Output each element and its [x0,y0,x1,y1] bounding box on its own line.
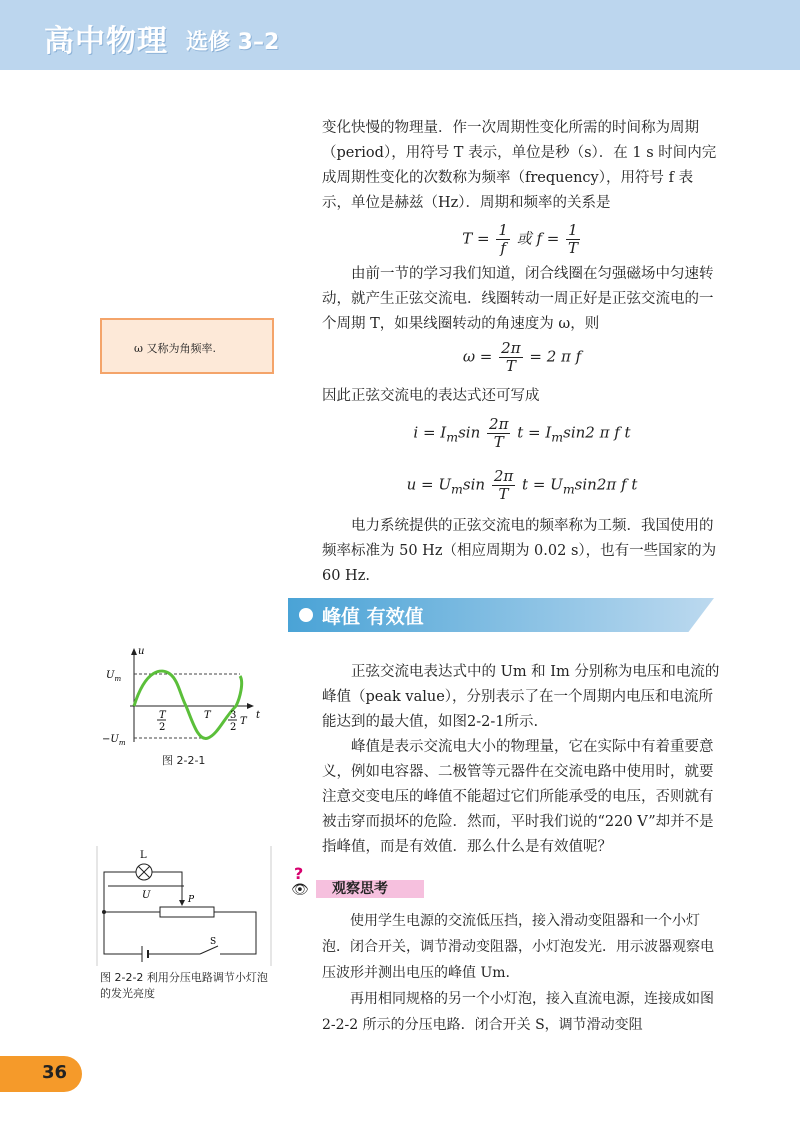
f4-mid: t = U [522,475,563,494]
u-label: u [138,646,145,657]
f2-num: 2π [501,339,521,357]
side-note-text: ω 又称为角频率. [134,342,216,355]
figure-sine-wave [100,642,280,754]
slider-arrow-icon [179,900,185,906]
paragraph-experiment [322,908,722,1038]
page-number: 36 [42,1062,68,1083]
um-sub: m [114,675,122,683]
f3-sub2: m [551,429,564,445]
switch-label: S [210,937,217,947]
para-3: 因此正弦交流电的表达式还可写成 [322,388,540,404]
tick-32-num: 3 [230,710,237,721]
wire-right [214,912,256,954]
f1-den2: T [567,239,578,257]
f3-lhs: i = I [413,423,447,442]
f4-lhs: u = U [406,475,452,494]
tick-32-T: T [240,716,247,727]
para-2: 由前一节的学习我们知道，闭合线圈在匀强磁场中匀速转动，就产生正弦交流电．线圈转动一周正好是正弦交流电的一个周期 T，如果线圈转动的角速度为 ω，则 [322,266,714,332]
f4-num: 2π [493,467,514,485]
f1-frac-2 [566,222,580,257]
tick-32-den: 2 [230,722,237,733]
um-main: U [106,670,115,681]
f2-rhs: = 2 π f [529,347,582,366]
para-7: 使用学生电源的交流低压挡，接入滑动变阻器和一个小灯泡．闭合开关，调节滑动变阻器，小灯泡发光．用示波器观察电压波形并测出电压的峰值 Um. [322,913,714,981]
paragraph-period-frequency [322,116,722,216]
f4-sub2: m [562,481,575,497]
sine-curve [134,671,242,738]
t-label: t [256,710,261,721]
f4-den: T [498,485,509,503]
neg-um-sub: m [118,739,126,747]
eye-icon: 👁 [291,882,309,898]
formula-period-frequency [322,222,722,257]
formula-voltage [322,468,722,503]
lamp-label: L [140,850,147,861]
para-5: 正弦交流电表达式中的 Um 和 Im 分别称为电压和电流的峰值（peak value），分别表示了在一个周期内电压和电流所能达到的最大值，如图2-2-1所示. [322,664,720,730]
f2-lhs: ω = [462,347,493,366]
para-1: 变化快慢的物理量．作一次周期性变化所需的时间称为周期（period），用符号 T 表示，单位是秒（s）．在 1 s 时间内完成周期性变化的次数称为频率（frequency），用符号 f 表示，单位是赫兹（Hz）．周期和频率的关系是 [322,120,717,211]
observe-title: 观察思考 [332,881,388,897]
formula-omega [322,340,722,375]
f2-frac [499,340,522,375]
f4-rhs: sin2π f t [574,475,638,494]
book-title: 高中物理 [44,24,168,59]
slider-label: P [188,895,195,905]
bullet-icon [299,608,313,622]
page-header [0,0,800,70]
um-label [106,670,121,683]
f3-sub1: m [446,429,459,445]
f1-lhs: T = [462,229,490,248]
f1-num2: 1 [568,221,578,239]
f4-sin: sin [462,475,486,494]
formula-current [322,416,722,451]
neg-um-label [102,734,126,747]
wire-left [104,912,142,954]
tick-half-num: T [159,710,166,721]
f3-sin: sin [458,423,481,442]
f1-num1: 1 [498,221,508,239]
para-6: 峰值是表示交流电大小的物理量，它在实际中有着重要意义，例如电容器、二极管等元器件在交流电路中使用时，就要注意交变电压的峰值不能超过它们所能承受的电压，否则就有被击穿而损坏的危险．然而，平时我们说的“220 V”却并不是指峰值，而是有效值．那么什么是有效值呢？ [322,739,714,855]
figure-circuit [96,846,272,966]
f3-frac [487,416,510,451]
u-axis-arrow [131,648,137,655]
f1-den1: f [500,239,506,257]
neg-um-main: −U [102,734,119,745]
f4-frac [492,468,515,503]
rheostat-icon [160,907,214,917]
paragraph-power-frequency [322,514,722,589]
paragraph-angular [322,262,722,337]
t-axis-arrow [247,703,254,709]
figure-2-caption: 图 2-2-2 利用分压电路调节小灯泡的发光亮度 [100,971,268,1000]
f3-mid: t = I [517,423,552,442]
page-number-tab [0,1056,82,1092]
figure-1-caption: 图 2-2-1 [162,754,206,767]
section-heading [288,598,714,632]
voltage-label: U [142,890,151,901]
f3-num: 2π [489,415,509,433]
f2-den: T [505,357,516,375]
question-icon: ? [294,864,304,883]
f4-sub1: m [451,481,463,497]
switch-icon [200,946,218,954]
paragraph-expression-intro [322,384,722,409]
section-title: 峰值 有效值 [322,606,424,628]
wire-lamp-left [104,872,136,912]
tick-T: T [204,710,211,721]
f3-rhs: sin2 π f t [563,423,631,442]
f1-mid: 或 f = [516,229,560,248]
book-subtitle: 选修 3–2 [186,30,280,55]
f3-den: T [493,433,504,451]
tick-half-den: 2 [159,722,166,733]
observe-think-heading [290,866,430,900]
para-4: 电力系统提供的正弦交流电的频率称为工频．我国使用的频率标准为 50 Hz（相应周期为 0.02 s），也有一些国家的为 60 Hz. [322,518,717,584]
paragraph-peak [322,660,722,860]
f1-frac-1 [496,222,510,257]
side-note [100,318,274,374]
para-8: 再用相同规格的另一个小灯泡，接入直流电源，连接成如图 2-2-2 所示的分压电路．闭合开关 S，调节滑动变阻 [322,991,714,1033]
